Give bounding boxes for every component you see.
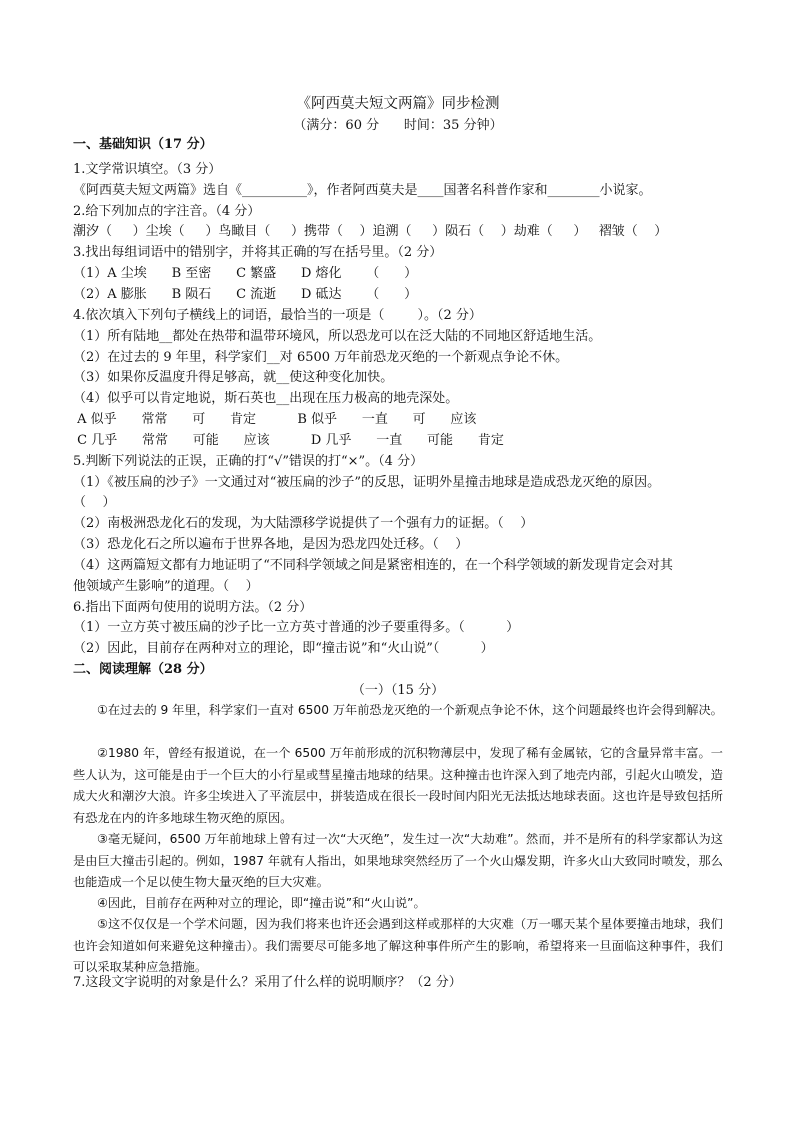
- question-4-options-ab: A 似乎 常常 可 肯定 B 似乎 一直 可 应该: [73, 412, 477, 427]
- question-5-item-1-blank: （ ）: [73, 495, 116, 510]
- question-5-item-2: （2）南极洲恐龙化石的发现，为大陆漂移学说提供了一个强有力的证据。（ ）: [73, 516, 534, 531]
- reading-paragraph-1: ①在过去的 9 年里，科学家们一直对 6500 万年前恐龙灭绝的一个新观点争论不休，这个问题最终也许会得到解决。: [97, 703, 723, 717]
- question-4-sentence-2: （2）在过去的 9 年里，科学家们__对 6500 万年前恐龙灭绝的一个新观点争论不休。: [73, 350, 569, 365]
- reading-paragraph-5: ⑤这不仅仅是一个学术问题，因为我们将来也许还会遇到这样或那样的大灾难（万一哪天某个星体要撞击地球，我们也许会知道如何来避免这种撞击）。我们需要尽可能多地了解这种事件所产生的影响，希望将来一旦面临这种事件，我们可以采取某种应急措施。: [73, 917, 723, 974]
- reading-paragraph-3: ③毫无疑问，6500 万年前地球上曾有过一次“大灭绝”，发生过一次“大劫难”。然而，并不是所有的科学家都认为这是由巨大撞击引起的。例如，1987 年就有人指出，如果地球突然经历了一个火山爆发期，许多火山大致同时喷发，那么也能造成一个足以使生物大量灭绝的巨大灾难。: [73, 832, 723, 889]
- section-heading-basics: 一、基础知识（17 分）: [73, 137, 213, 152]
- question-3-row-2: （2）A 膨胀 B 陨石 C 流逝 D 砥达 （ ）: [73, 287, 418, 302]
- question-2-text: 潮汐（ ）尘埃（ ）鸟瞰目（ ）携带（ ）追溯（ ）陨石（ ）劫难（ ） 褶皱（ ）: [73, 224, 668, 239]
- question-4-sentence-1: （1）所有陆地__都处在热带和温带环境风，所以恐龙可以在泛大陆的不同地区舒适地生活。: [73, 329, 602, 344]
- question-4-options-cd: C 几乎 常常 可能 应该 D 几乎 一直 可能 肯定: [73, 433, 504, 448]
- question-4-sentence-3: （3）如果你反温度升得足够高，就__使这种变化加快。: [73, 370, 394, 385]
- question-5-heading: 5.判断下列说法的正误，正确的打“√”错误的打“×”。（4 分）: [73, 454, 424, 469]
- reading-part-heading: （一）（15 分）: [351, 683, 445, 698]
- question-1-text: 《阿西莫夫短文两篇》选自《__________》，作者阿西莫夫是____国著名科普作家和________小说家。: [73, 183, 652, 198]
- reading-paragraph-4: ④因此，目前存在两种对立的理论，即“撞击说”和“火山说”。: [97, 896, 426, 910]
- question-4-heading: 4.依次填入下列句子横线上的词语，最恰当的一项是（ ）。（2 分）: [73, 308, 482, 323]
- question-7-heading: 7.这段文字说明的对象是什么？采用了什么样的说明顺序？（2 分）: [73, 975, 462, 990]
- document-subtitle: （满分：60 分 时间：35 分钟）: [293, 118, 503, 133]
- question-1-heading: 1.文学常识填空。（3 分）: [73, 162, 222, 177]
- question-6-heading: 6.指出下面两句使用的说明方法。（2 分）: [73, 600, 313, 615]
- question-4-sentence-4: （4）似乎可以肯定地说，斯石英也__出现在压力极高的地壳深处。: [73, 391, 459, 406]
- question-6-item-1: （1）一立方英寸被压扁的沙子比一立方英寸普通的沙子要重得多。（ ）: [73, 620, 520, 635]
- question-3-row-1: （1）A 尘埃 B 至密 C 繁盛 D 熔化 （ ）: [73, 266, 418, 281]
- question-5-item-4: （4）这两篇短文都有力地证明了“不同科学领域之间是紧密相连的，在一个科学领域的新发现肯定会对其: [73, 558, 673, 573]
- question-2-heading: 2.给下列加点的字注音。（4 分）: [73, 204, 261, 219]
- document-title: 《阿西莫夫短文两篇》同步检测: [296, 96, 500, 112]
- question-3-heading: 3.找出每组词语中的错别字，并将其正确的写在括号里。（2 分）: [73, 245, 443, 260]
- question-5-item-3: （3）恐龙化石之所以遍布于世界各地，是因为恐龙四处迁移。（ ）: [73, 537, 469, 552]
- question-5-item-1: （1）《被压扁的沙子》一文通过对“被压扁的沙子”的反思，证明外星撞击地球是造成恐龙灭绝的原因。: [73, 475, 661, 490]
- reading-paragraph-2: ②1980 年，曾经有报道说，在一个 6500 万年前形成的沉积物薄层中，发现了稀有金属铱，它的含量异常丰富。一些人认为，这可能是由于一个巨大的小行星或彗星撞击地球的结果。这种撞击也许深入到了地壳内部，引起火山喷发，造成大火和潮汐大浪。许多尘埃进入了平流层中，拼装造成在很长一段时间内阳光无法抵达地球表面。这也许是导致包括所有恐龙在内的许多地球生物灭绝的原因。: [73, 746, 723, 825]
- section-heading-reading: 二、阅读理解（28 分）: [73, 662, 213, 677]
- question-5-item-4-cont: 他领域产生影响”的道理。（ ）: [73, 579, 259, 594]
- question-6-item-2: （2）因此，目前存在两种对立的理论，即“撞击说”和“火山说”（ ）: [73, 641, 494, 656]
